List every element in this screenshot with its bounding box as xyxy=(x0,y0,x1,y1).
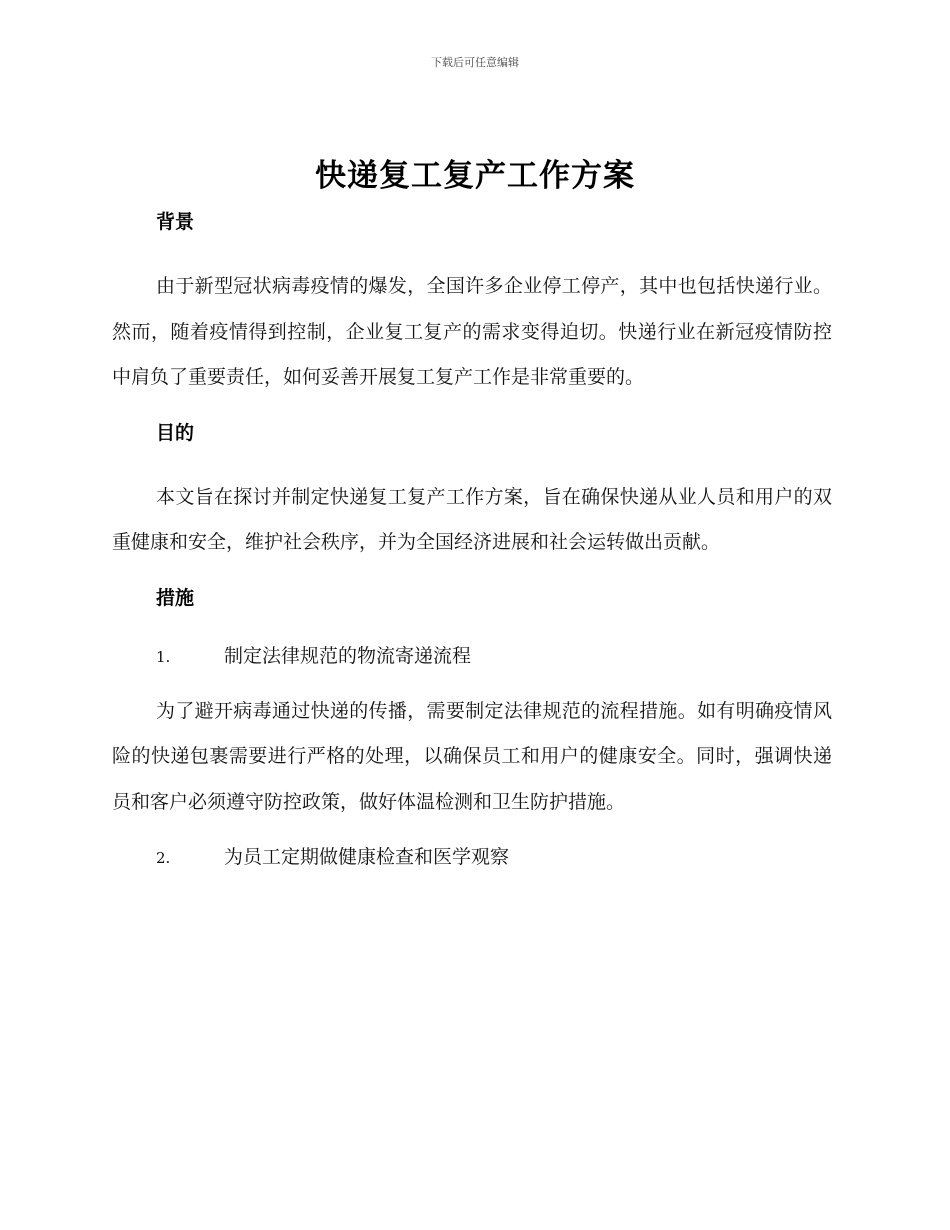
section-heading-measures: 措施 xyxy=(156,586,195,609)
measure-item-2 xyxy=(156,841,832,874)
measure-number: 2. xyxy=(156,849,171,867)
document-body xyxy=(112,206,832,874)
measure-title: 制定法律规范的物流寄递流程 xyxy=(224,644,472,667)
document-title: 快递复工复产工作方案 xyxy=(315,158,635,194)
section-heading-purpose: 目的 xyxy=(156,421,195,444)
measure-item-1 xyxy=(156,640,832,673)
section-heading-background: 背景 xyxy=(156,211,195,233)
measure-number: 1. xyxy=(156,647,171,666)
header-note: 下载后可任意编辑 xyxy=(431,56,519,69)
paragraph-measure-1: 为了避开病毒通过快递的传播，需要制定法律规范的流程措施。如有明确疫情风险的快递包裹需要进行严格的处理，以确保员工和用户的健康安全。同时，强调快递员和客户必须遵守防控政策，做好体温检测和卫生防护措施。 xyxy=(112,699,832,813)
paragraph-background: 由于新型冠状病毒疫情的爆发，全国许多企业停工停产，其中也包括快递行业。然而，随着疫情得到控制，企业复工复产的需求变得迫切。快递行业在新冠疫情防控中肩负了重要责任，如何妥善开展复工复产工作是非常重要的。 xyxy=(112,275,832,388)
paragraph-purpose: 本文旨在探讨并制定快递复工复产工作方案，旨在确保快递从业人员和用户的双重健康和安全，维护社会秩序，并为全国经济进展和社会运转做出贡献。 xyxy=(112,485,832,553)
measure-title: 为员工定期做健康检查和医学观察 xyxy=(224,846,510,868)
